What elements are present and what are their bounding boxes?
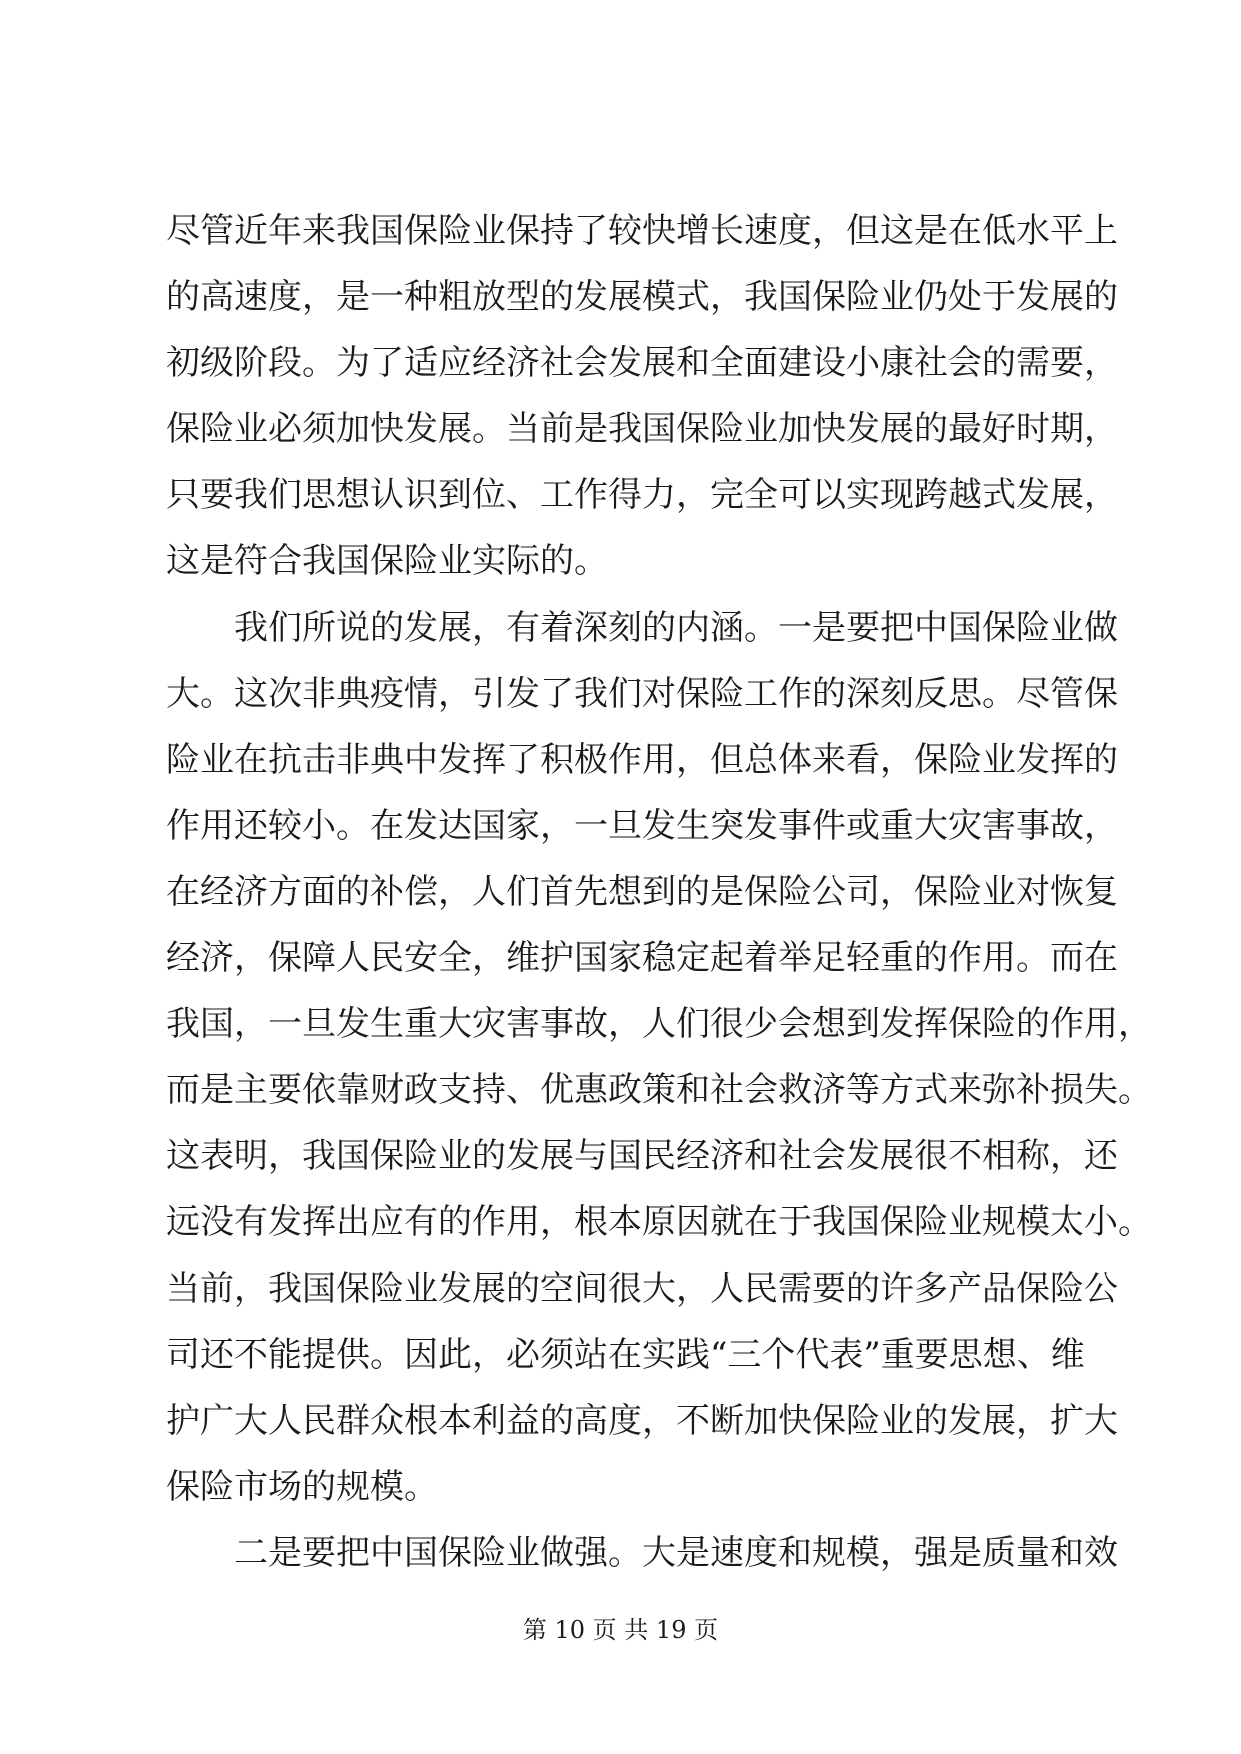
text-line: 这表明，我国保险业的发展与国民经济和社会发展很不相称，还 xyxy=(166,1136,1118,1177)
text-line: 司还不能提供。因此，必须站在实践“三个代表”重要思想、维 xyxy=(166,1334,1085,1375)
body-text xyxy=(166,198,1152,1586)
text-line: 保险市场的规模。 xyxy=(166,1466,438,1507)
text-line: 保险业必须加快发展。当前是我国保险业加快发展的最好时期， xyxy=(166,409,1118,450)
text-line: 当前，我国保险业发展的空间很大，人民需要的许多产品保险公 xyxy=(166,1268,1118,1309)
text-line: 远没有发挥出应有的作用，根本原因就在于我国保险业规模太小。 xyxy=(166,1202,1152,1243)
text-line: 初级阶段。为了适应经济社会发展和全面建设小康社会的需要， xyxy=(166,343,1118,384)
text-line: 经济，保障人民安全，维护国家稳定起着举足轻重的作用。而在 xyxy=(166,938,1118,979)
text-line: 我们所说的发展，有着深刻的内涵。一是要把中国保险业做 xyxy=(234,607,1118,648)
page-number: 第 10 页 共 19 页 xyxy=(522,1616,719,1644)
text-line: 险业在抗击非典中发挥了积极作用，但总体来看，保险业发挥的 xyxy=(166,739,1118,780)
text-line: 作用还较小。在发达国家，一旦发生突发事件或重大灾害事故， xyxy=(166,805,1118,846)
text-line: 护广大人民群众根本利益的高度，不断加快保险业的发展，扩大 xyxy=(166,1400,1118,1441)
text-line: 的高速度，是一种粗放型的发展模式，我国保险业仍处于发展的 xyxy=(166,277,1118,318)
text-line: 只要我们思想认识到位、工作得力，完全可以实现跨越式发展， xyxy=(166,475,1118,516)
text-line: 在经济方面的补偿，人们首先想到的是保险公司，保险业对恢复 xyxy=(166,871,1118,912)
text-line: 尽管近年来我国保险业保持了较快增长速度，但这是在低水平上 xyxy=(166,211,1118,251)
text-line: 二是要把中国保险业做强。大是速度和规模，强是质量和效 xyxy=(234,1532,1118,1573)
text-line: 这是符合我国保险业实际的。 xyxy=(166,541,608,582)
text-line: 而是主要依靠财政支持、优惠政策和社会救济等方式来弥补损失。 xyxy=(166,1070,1152,1111)
text-line: 大。这次非典疫情，引发了我们对保险工作的深刻反思。尽管保 xyxy=(166,673,1118,714)
text-line: 我国，一旦发生重大灾害事故，人们很少会想到发挥保险的作用， xyxy=(166,1004,1152,1045)
